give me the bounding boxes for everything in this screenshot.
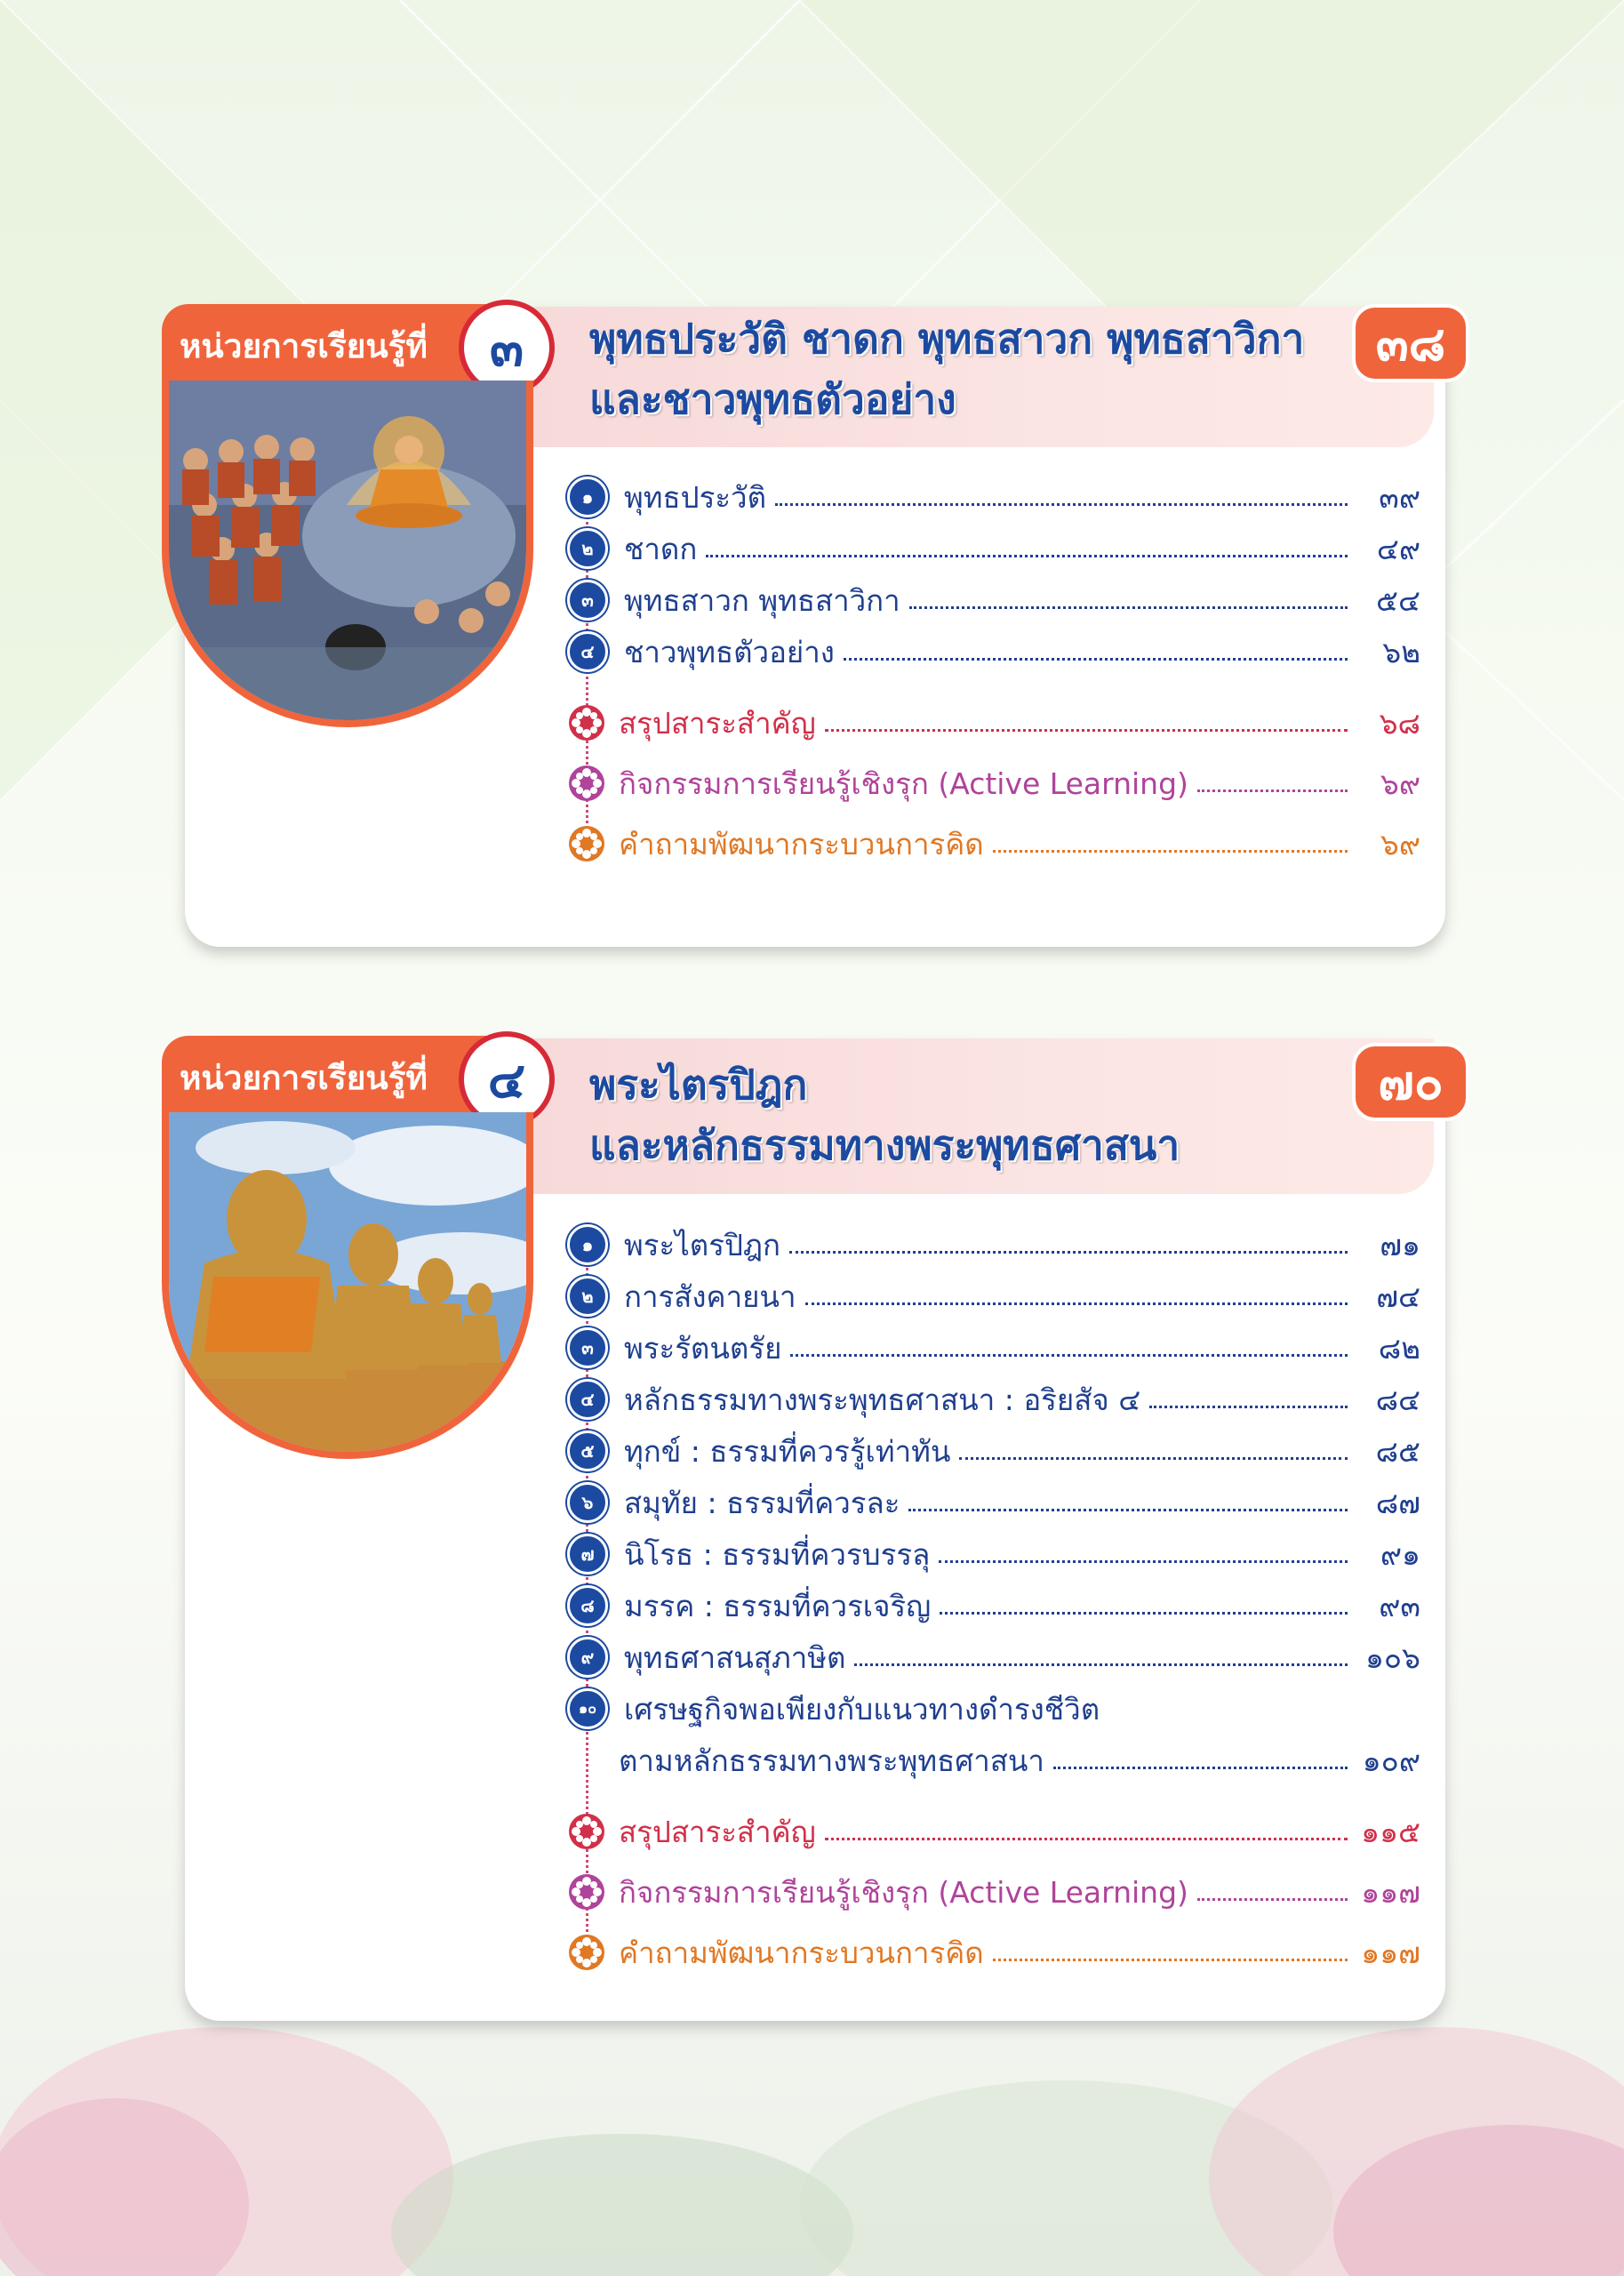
topic-number: ๑ bbox=[567, 477, 608, 517]
topic-page: ๘๗ bbox=[1375, 1485, 1420, 1520]
unit-number: ๔ bbox=[459, 1031, 555, 1127]
topic-label: หลักธรรมทางพระพุทธศาสนา : อริยสัจ ๔ bbox=[624, 1382, 1141, 1417]
leader-dots bbox=[844, 658, 1348, 661]
flower-question-icon bbox=[567, 1933, 606, 1972]
unit-number: ๓ bbox=[459, 300, 555, 396]
extra-label: กิจกรรมการเรียนรู้เชิงรุก (Active Learning) bbox=[619, 765, 1188, 801]
toc-topic-row[interactable] bbox=[567, 1219, 1420, 1270]
toc-summary-row[interactable] bbox=[567, 1806, 1420, 1857]
topic-label: มรรค : ธรรมที่ควรเจริญ bbox=[624, 1588, 932, 1623]
toc-activity-row[interactable] bbox=[567, 1866, 1420, 1918]
toc-question-row[interactable] bbox=[567, 818, 1420, 870]
topic-label: ทุกข์ : ธรรมที่ควรรู้เท่าทัน bbox=[624, 1433, 951, 1469]
topic-page: ๕๔ bbox=[1376, 582, 1420, 618]
topic-label: พุทธสาวก พุทธสาวิกา bbox=[624, 582, 900, 618]
leader-dots bbox=[1197, 1898, 1348, 1901]
toc-question-row[interactable] bbox=[567, 1927, 1420, 1978]
topic-label: การสังคายนา bbox=[624, 1278, 796, 1314]
leader-dots bbox=[706, 555, 1348, 557]
table-of-contents bbox=[567, 471, 1420, 870]
extra-label: คำถามพัฒนากระบวนการคิด bbox=[619, 826, 984, 862]
topic-page: ๙๑ bbox=[1380, 1536, 1420, 1572]
toc-topic-row[interactable] bbox=[567, 1580, 1420, 1631]
buddha-statues-image bbox=[162, 1112, 533, 1459]
leader-dots bbox=[959, 1457, 1348, 1460]
topic-page: ๗๑ bbox=[1380, 1227, 1420, 1262]
topic-label: ชาดก bbox=[624, 531, 698, 566]
extra-label: สรุปสาระสำคัญ bbox=[619, 1814, 816, 1849]
topic-label: เศรษฐกิจพอเพียงกับแนวทางดำรงชีวิต bbox=[624, 1691, 1100, 1727]
unit-title-line: พระไตรปิฎก bbox=[589, 1061, 808, 1109]
extra-page: ๑๑๗ bbox=[1361, 1874, 1420, 1910]
leader-dots bbox=[908, 1509, 1348, 1511]
topic-page: ๙๓ bbox=[1379, 1588, 1420, 1623]
topic-page: ๗๔ bbox=[1376, 1278, 1420, 1314]
toc-topic-row[interactable] bbox=[567, 1528, 1420, 1580]
toc-topic-row[interactable] bbox=[567, 1683, 1420, 1735]
topic-label: พุทธประวัติ bbox=[624, 479, 767, 515]
topic-number: ๔ bbox=[567, 1379, 608, 1420]
topic-page: ๘๔ bbox=[1375, 1382, 1420, 1417]
topic-page: ๔๙ bbox=[1376, 531, 1420, 566]
toc-topic-row[interactable] bbox=[567, 1270, 1420, 1322]
leader-dots bbox=[909, 606, 1348, 609]
topic-label: ชาวพุทธตัวอย่าง bbox=[624, 634, 835, 669]
extra-label: สรุปสาระสำคัญ bbox=[619, 705, 816, 741]
leader-dots bbox=[854, 1663, 1348, 1666]
leader-dots bbox=[1149, 1406, 1348, 1408]
leader-dots bbox=[1053, 1767, 1348, 1769]
flower-summary-icon bbox=[567, 703, 606, 742]
leader-dots bbox=[790, 1354, 1348, 1357]
unit-title-line: และหลักธรรมทางพระพุทธศาสนา bbox=[589, 1121, 1180, 1169]
topic-page: ๘๕ bbox=[1375, 1433, 1420, 1469]
leader-dots bbox=[993, 1959, 1348, 1961]
topic-page: ๖๒ bbox=[1382, 634, 1420, 669]
toc-topic-row[interactable] bbox=[567, 1425, 1420, 1477]
start-page-badge[interactable]: ๗๐ bbox=[1352, 1043, 1469, 1121]
topic-label: พระไตรปิฎก bbox=[624, 1227, 781, 1262]
topic-number: ๒ bbox=[567, 528, 608, 569]
toc-topic-row[interactable] bbox=[567, 626, 1420, 677]
unit-title-line: และชาวพุทธตัวอย่าง bbox=[589, 375, 956, 423]
unit-title-line: พุทธประวัติ ชาดก พุทธสาวก พุทธสาวิกา bbox=[589, 315, 1305, 363]
extra-page: ๖๘ bbox=[1379, 705, 1420, 741]
toc-topic-row[interactable] bbox=[567, 1477, 1420, 1528]
leader-dots bbox=[940, 1612, 1348, 1615]
leader-dots bbox=[939, 1560, 1348, 1563]
toc-topic-row[interactable] bbox=[567, 1322, 1420, 1374]
toc-topic-row[interactable] bbox=[567, 574, 1420, 626]
topic-number: ๑ bbox=[567, 1224, 608, 1265]
topic-number: ๙ bbox=[567, 1637, 608, 1678]
unit-card bbox=[180, 1038, 1445, 2021]
extra-label: คำถามพัฒนากระบวนการคิด bbox=[619, 1935, 984, 1970]
topic-number: ๑๐ bbox=[567, 1688, 608, 1729]
topic-page: ๑๐๖ bbox=[1364, 1639, 1420, 1675]
unit-title bbox=[589, 1054, 1180, 1175]
topic-page: ๓๙ bbox=[1379, 479, 1420, 515]
topic-label-continued: ตามหลักธรรมทางพระพุทธศาสนา bbox=[619, 1743, 1044, 1778]
leader-dots bbox=[825, 729, 1348, 732]
topic-number: ๒ bbox=[567, 1276, 608, 1317]
topic-number: ๕ bbox=[567, 1431, 608, 1471]
leader-dots bbox=[775, 503, 1348, 506]
topic-label: สมุทัย : ธรรมที่ควรละ bbox=[624, 1485, 900, 1520]
topic-number: ๖ bbox=[567, 1482, 608, 1523]
topic-number: ๔ bbox=[567, 631, 608, 672]
start-page-badge[interactable]: ๓๘ bbox=[1352, 304, 1469, 382]
topic-number: ๗ bbox=[567, 1534, 608, 1575]
toc-topic-row[interactable] bbox=[567, 1631, 1420, 1683]
flower-question-icon bbox=[567, 824, 606, 863]
topic-label: พุทธศาสนสุภาษิต bbox=[624, 1639, 846, 1675]
unit-tag-label: หน่วยการเรียนรู้ที่ bbox=[180, 1059, 428, 1097]
table-of-contents bbox=[567, 1219, 1420, 1978]
topic-number: ๓ bbox=[567, 1327, 608, 1368]
extra-page: ๑๑๗ bbox=[1361, 1935, 1420, 1970]
topic-page: ๑๐๙ bbox=[1362, 1743, 1420, 1778]
toc-activity-row[interactable] bbox=[567, 757, 1420, 809]
unit-title bbox=[589, 309, 1304, 429]
topic-page: ๘๒ bbox=[1378, 1330, 1420, 1366]
leader-dots bbox=[1197, 789, 1348, 792]
flower-activity-icon bbox=[567, 764, 606, 803]
flower-activity-icon bbox=[567, 1872, 606, 1911]
toc-topic-row-continued[interactable] bbox=[567, 1735, 1420, 1786]
topic-label: นิโรธ : ธรรมที่ควรบรรลุ bbox=[624, 1536, 931, 1572]
leader-dots bbox=[805, 1302, 1348, 1305]
toc-topic-row[interactable] bbox=[567, 471, 1420, 523]
flower-summary-icon bbox=[567, 1812, 606, 1851]
unit-tag-label: หน่วยการเรียนรู้ที่ bbox=[180, 327, 428, 365]
topic-number: ๘ bbox=[567, 1585, 608, 1626]
leader-dots bbox=[993, 850, 1348, 853]
toc-topic-row[interactable] bbox=[567, 523, 1420, 574]
extra-page: ๖๙ bbox=[1380, 765, 1420, 801]
extra-label: กิจกรรมการเรียนรู้เชิงรุก (Active Learning) bbox=[619, 1874, 1188, 1910]
leader-dots bbox=[789, 1251, 1348, 1254]
topic-label: พระรัตนตรัย bbox=[624, 1330, 782, 1366]
topic-number: ๓ bbox=[567, 580, 608, 621]
extra-page: ๖๙ bbox=[1380, 826, 1420, 862]
buddha-mural-image bbox=[162, 381, 533, 727]
toc-topic-row[interactable] bbox=[567, 1374, 1420, 1425]
toc-summary-row[interactable] bbox=[567, 697, 1420, 749]
extra-page: ๑๑๕ bbox=[1361, 1814, 1420, 1849]
unit-card bbox=[180, 307, 1446, 947]
leader-dots bbox=[825, 1838, 1348, 1840]
